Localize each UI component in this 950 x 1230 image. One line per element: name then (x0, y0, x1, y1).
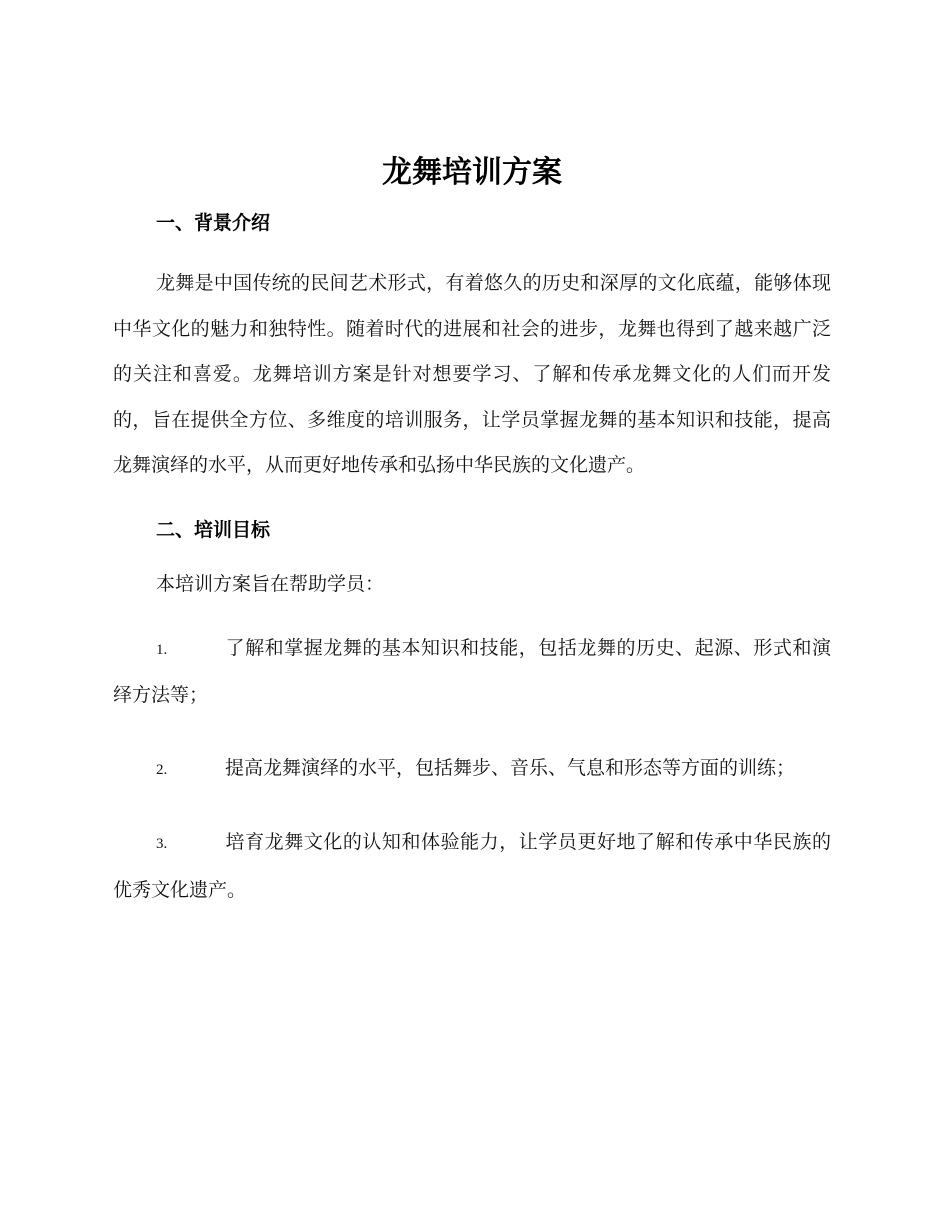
goals-list (113, 626, 831, 914)
section-heading-goals: 二、培训目标 (156, 518, 271, 541)
goal-item-number: 2. (156, 761, 168, 778)
document-body (113, 150, 831, 913)
goal-item-number: 3. (156, 836, 168, 852)
goal-item-text: 培育龙舞文化的认知和体验能力，让学员更好地了解和传承中华民族的优秀文化遗产。 (113, 831, 831, 901)
document-title: 龙舞培训方案 (382, 155, 562, 190)
goal-item (113, 746, 831, 794)
goal-item-number: 1. (156, 641, 168, 658)
section-heading-background: 一、背景介绍 (156, 212, 271, 234)
goal-item (113, 820, 831, 913)
goal-item-text: 了解和掌握龙舞的基本知识和技能，包括龙舞的历史、起源、形式和演绎方法等； (113, 636, 831, 706)
goals-intro-paragraph: 本培训方案旨在帮助学员： (156, 572, 385, 595)
background-paragraph: 龙舞是中国传统的民间艺术形式，有着悠久的历史和深厚的文化底蕴，能够体现中华文化的魅力和独特性。随着时代的进展和社会的进步，龙舞也得到了越来越广泛的关注和喜爱。龙舞培训方案是针对想要学习、了解和传承龙舞文化的人们而开发的，旨在提供全方位、多维度的培训服务，让学员掌握龙舞的基本知识和技能，提高龙舞演绎的水平，从而更好地传承和弘扬中华民族的文化遗产。 (113, 272, 831, 476)
goal-item-text: 提高龙舞演绎的水平，包括舞步、音乐、气息和形态等方面的训练； (225, 756, 796, 779)
goal-item (113, 626, 831, 719)
